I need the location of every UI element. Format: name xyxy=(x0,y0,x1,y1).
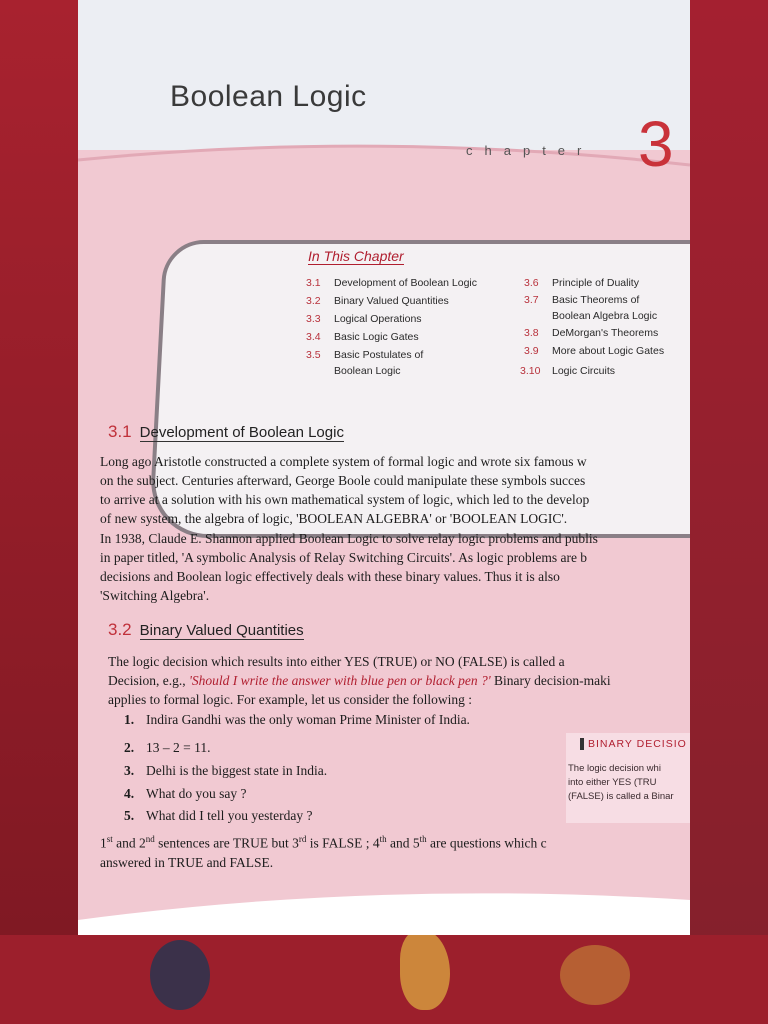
fabric-pattern xyxy=(150,940,210,1010)
toc-title: In This Chapter xyxy=(308,248,404,264)
list-item: 5. What did I tell you yesterday ? xyxy=(124,808,313,823)
toc-item: 3.2 Binary Valued Quantities xyxy=(306,295,449,307)
toc-item: 3.4 Basic Logic Gates xyxy=(306,331,419,343)
toc-item: 3.7 Basic Theorems of Boolean Algebra Logic xyxy=(524,294,658,322)
chapter-label: chapter xyxy=(466,143,594,158)
sidebar-text: The logic decision whi into either YES (TRU (FALSE) is called a Binar xyxy=(568,763,674,802)
toc-item: 3.8 DeMorgan's Theorems xyxy=(524,327,659,339)
sidebar-title: BINARY DECISIO xyxy=(580,738,687,750)
list-item: 2. 13 – 2 = 11. xyxy=(124,740,211,755)
background-right xyxy=(690,0,768,1024)
toc-item: 3.3 Logical Operations xyxy=(306,313,422,325)
background-left xyxy=(0,0,80,1024)
toc-item: 3.1 Development of Boolean Logic xyxy=(306,277,478,289)
paragraph: The logic decision which results into either YES (TRUE) or NO (FALSE) is called a Decision, e.g., 'Should I write the answer with blue pen or black pen ?' Binary decision-maki applies to formal logic. For example, let us consider the following : xyxy=(108,654,611,707)
paragraph: 1st and 2nd sentences are TRUE but 3rd is FALSE ; 4th and 5th are questions which c answered in TRUE and FALSE. xyxy=(100,834,547,870)
footer-wave xyxy=(78,880,690,935)
section-heading: 3.1 Development of Boolean Logic xyxy=(108,422,344,441)
chapter-number: 3 xyxy=(638,108,674,180)
toc-item: 3.10 Logic Circuits xyxy=(520,365,616,377)
paragraph: In 1938, Claude E. Shannon applied Boolean Logic to solve relay logic problems and publis in paper titled, 'A symbolic Analysis of Relay Switching Circuits'. As logic problems are b decisions and Boolean logic effectively deals with these binary values. Thus it is also 'Switching Algebra'. xyxy=(100,531,598,603)
fabric-pattern xyxy=(560,945,630,1005)
toc-item: 3.6 Principle of Duality xyxy=(524,277,639,289)
list-item: 1. Indira Gandhi was the only woman Prime Minister of India. xyxy=(124,712,470,727)
list-item: 4. What do you say ? xyxy=(124,786,247,801)
section-heading: 3.2 Binary Valued Quantities xyxy=(108,620,304,639)
chapter-title: Boolean Logic xyxy=(170,80,367,113)
background-bottom xyxy=(0,935,768,1024)
toc-item: 3.9 More about Logic Gates xyxy=(524,345,665,357)
list-item: 3. Delhi is the biggest state in India. xyxy=(124,763,328,778)
paragraph: Long ago Aristotle constructed a complete system of formal logic and wrote six famous w on the subject. Centuries afterward, George Boole could manipulate these symbols succes to arrive at a solution with his own mathematical system of logic, which led to the develop of new system, the algebra of logic, 'BOOLEAN ALGEBRA' or 'BOOLEAN LOGIC'. xyxy=(100,454,590,526)
toc-item: 3.5 Basic Postulates of Boolean Logic xyxy=(306,349,424,377)
book-page xyxy=(78,0,690,935)
